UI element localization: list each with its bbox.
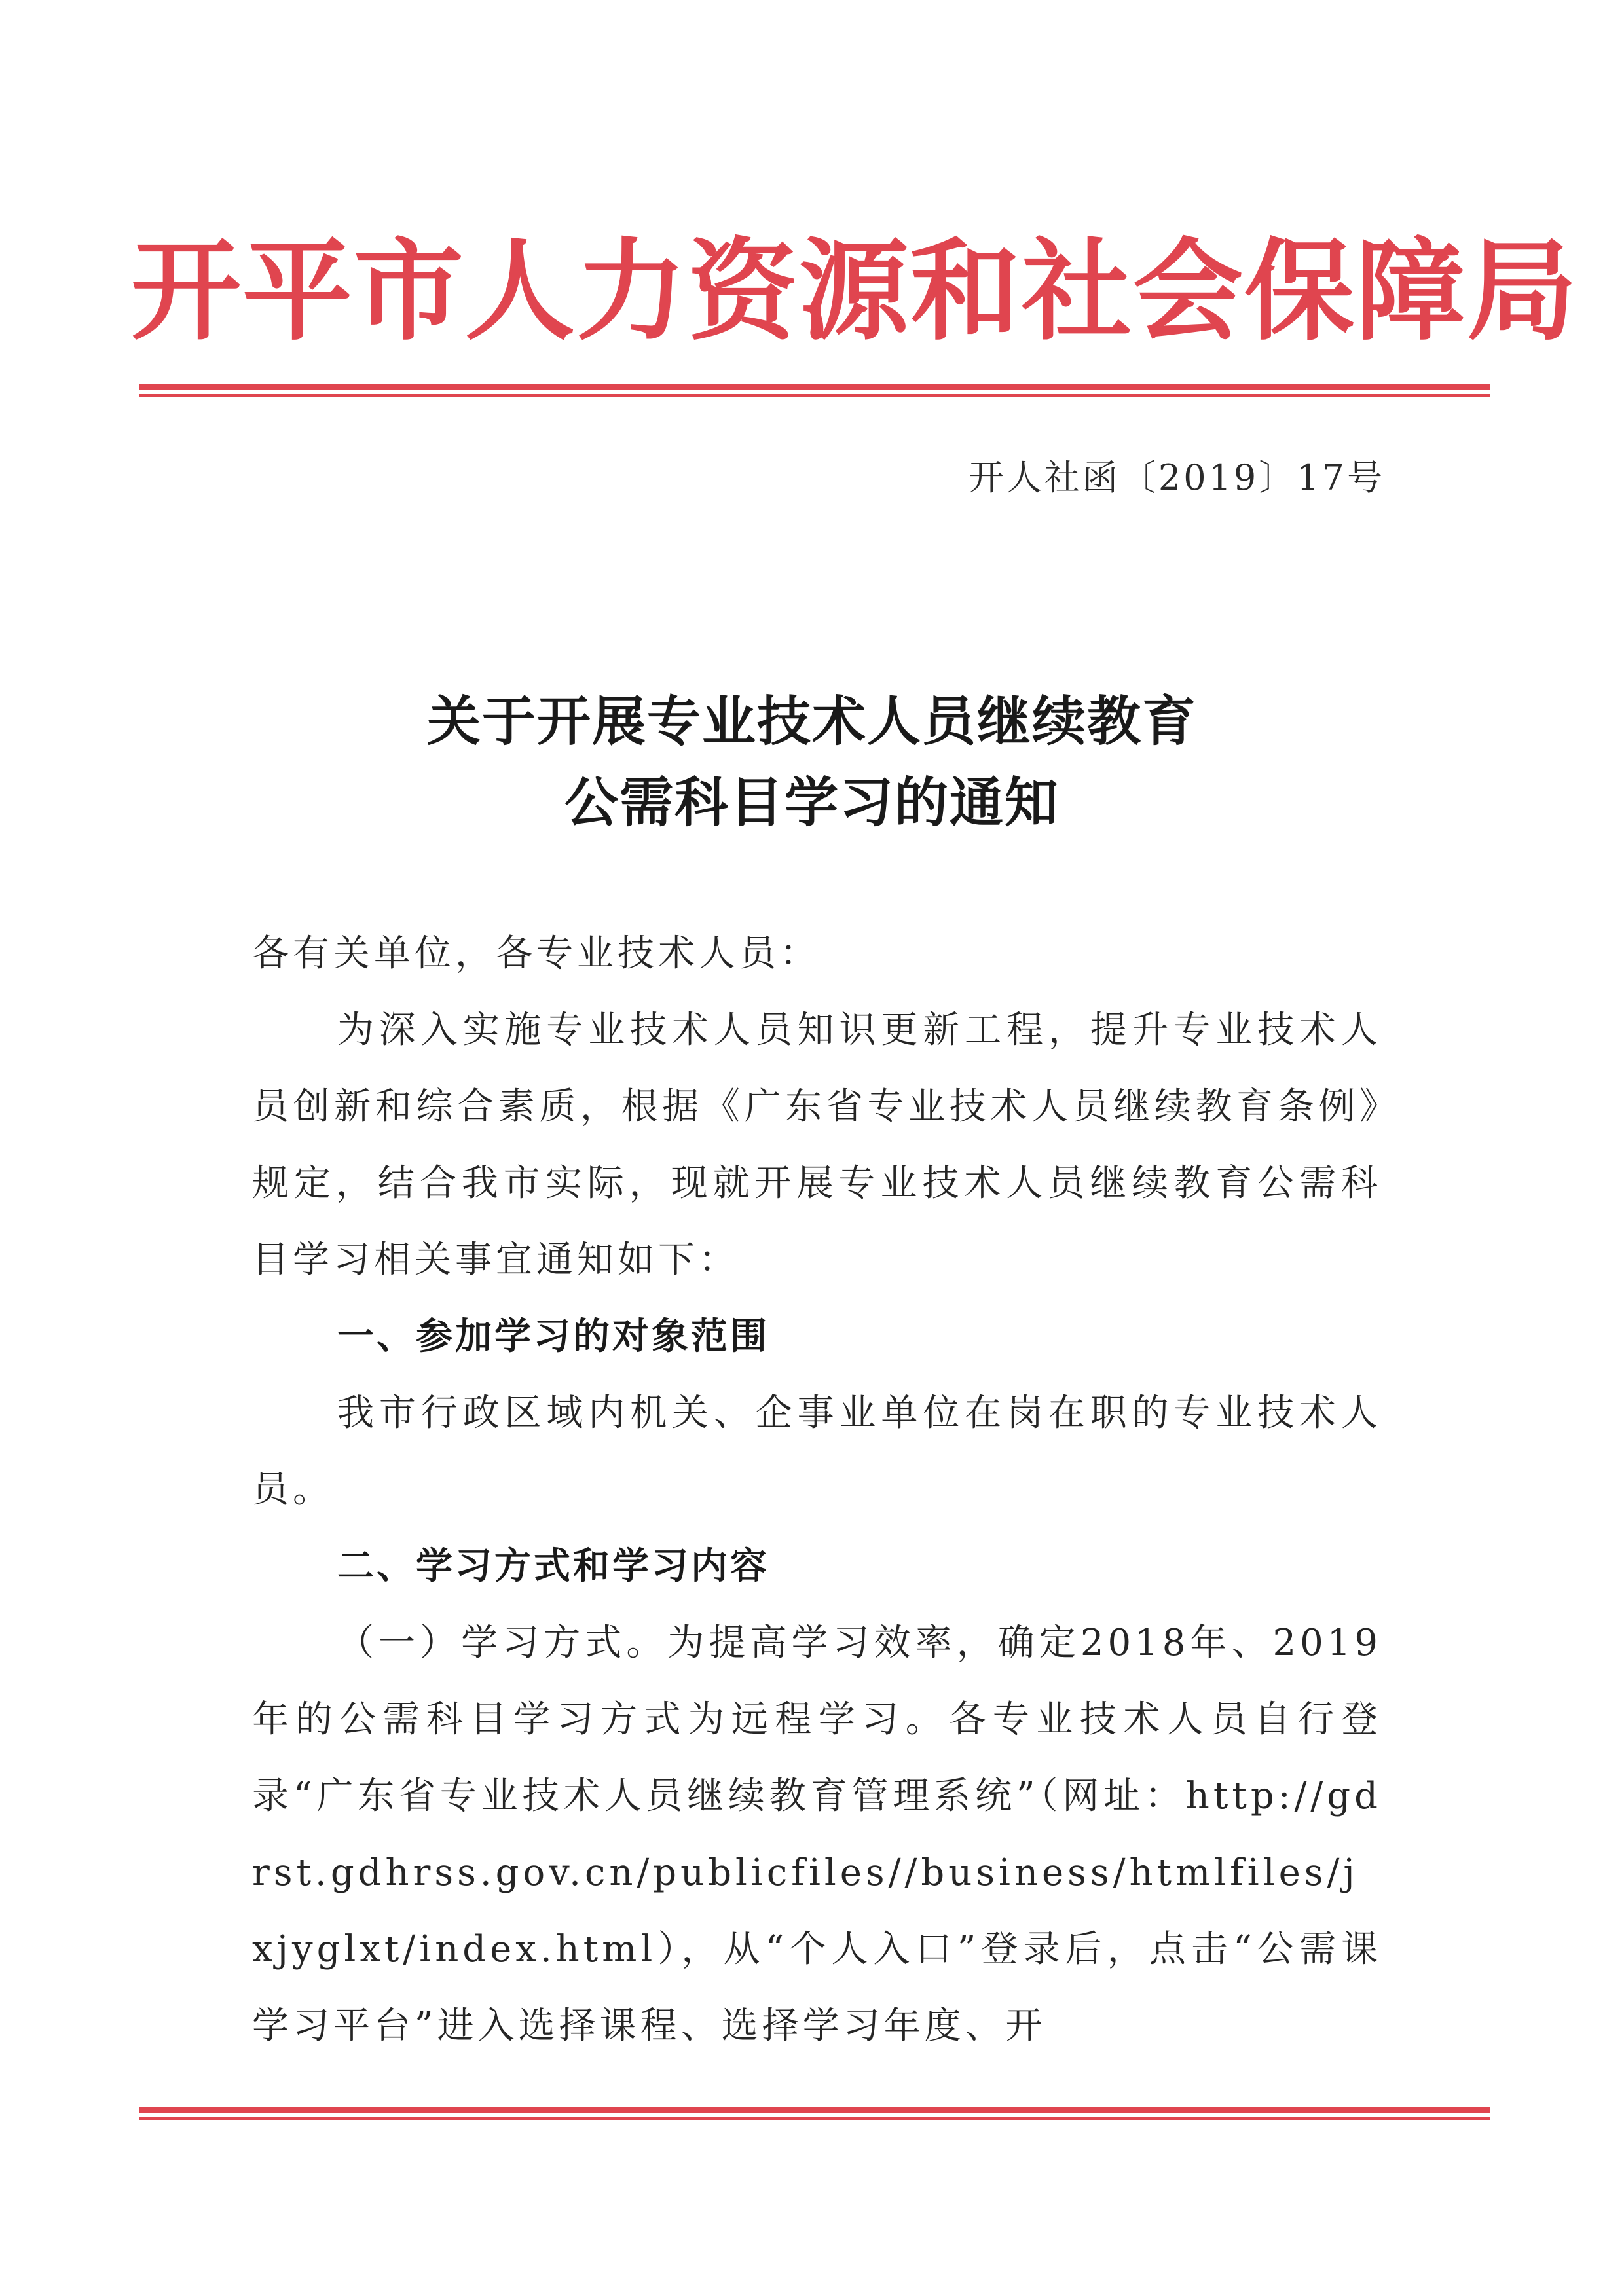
- section-2-heading: 二、学习方式和学习内容: [337, 1545, 769, 1588]
- document-body: [252, 915, 1382, 2064]
- title-line-2: 公需科目学习的通知: [564, 771, 1060, 834]
- intro-paragraph: 为深入实施专业技术人员知识更新工程，提升专业技术人员创新和综合素质，根据《广东省专业技术人员继续教育条例》规定，结合我市实际，现就开展专业技术人员继续教育公需科目学习相关事宜通知如下：: [252, 1009, 1382, 1281]
- footer-rule-thin: [139, 2117, 1490, 2120]
- title-line-1: 关于开展专业技术人员继续教育: [426, 690, 1197, 753]
- section-1-text: 我市行政区域内机关、企事业单位在岗在职的专业技术人员。: [252, 1392, 1382, 1511]
- section-2-paragraph-1: （一）学习方式。为提高学习效率，确定2018年、2019年的公需科目学习方式为远程学习。各专业技术人员自行登录“广东省专业技术人员继续教育管理系统”（网址：http://gdrst.gdhrss.gov.cn/publicfiles//business/htmlfiles/jxjyglxt/index.html），从“个人入口”登录后，点击“公需课学习平台”进入选择课程、选择学习年度、开: [252, 1622, 1382, 2047]
- header-rule-thin: [139, 394, 1490, 397]
- org-letterhead: 开平市人力资源和社会保障局: [131, 227, 1578, 355]
- section-1-heading: 一、参加学习的对象范围: [337, 1315, 769, 1358]
- header-rule-thick: [139, 384, 1490, 390]
- footer-rule-thick: [139, 2107, 1490, 2113]
- document-title: [0, 681, 1624, 843]
- salutation: 各有关单位，各专业技术人员：: [252, 932, 821, 975]
- document-number: 开人社函〔2019〕17号: [968, 457, 1385, 498]
